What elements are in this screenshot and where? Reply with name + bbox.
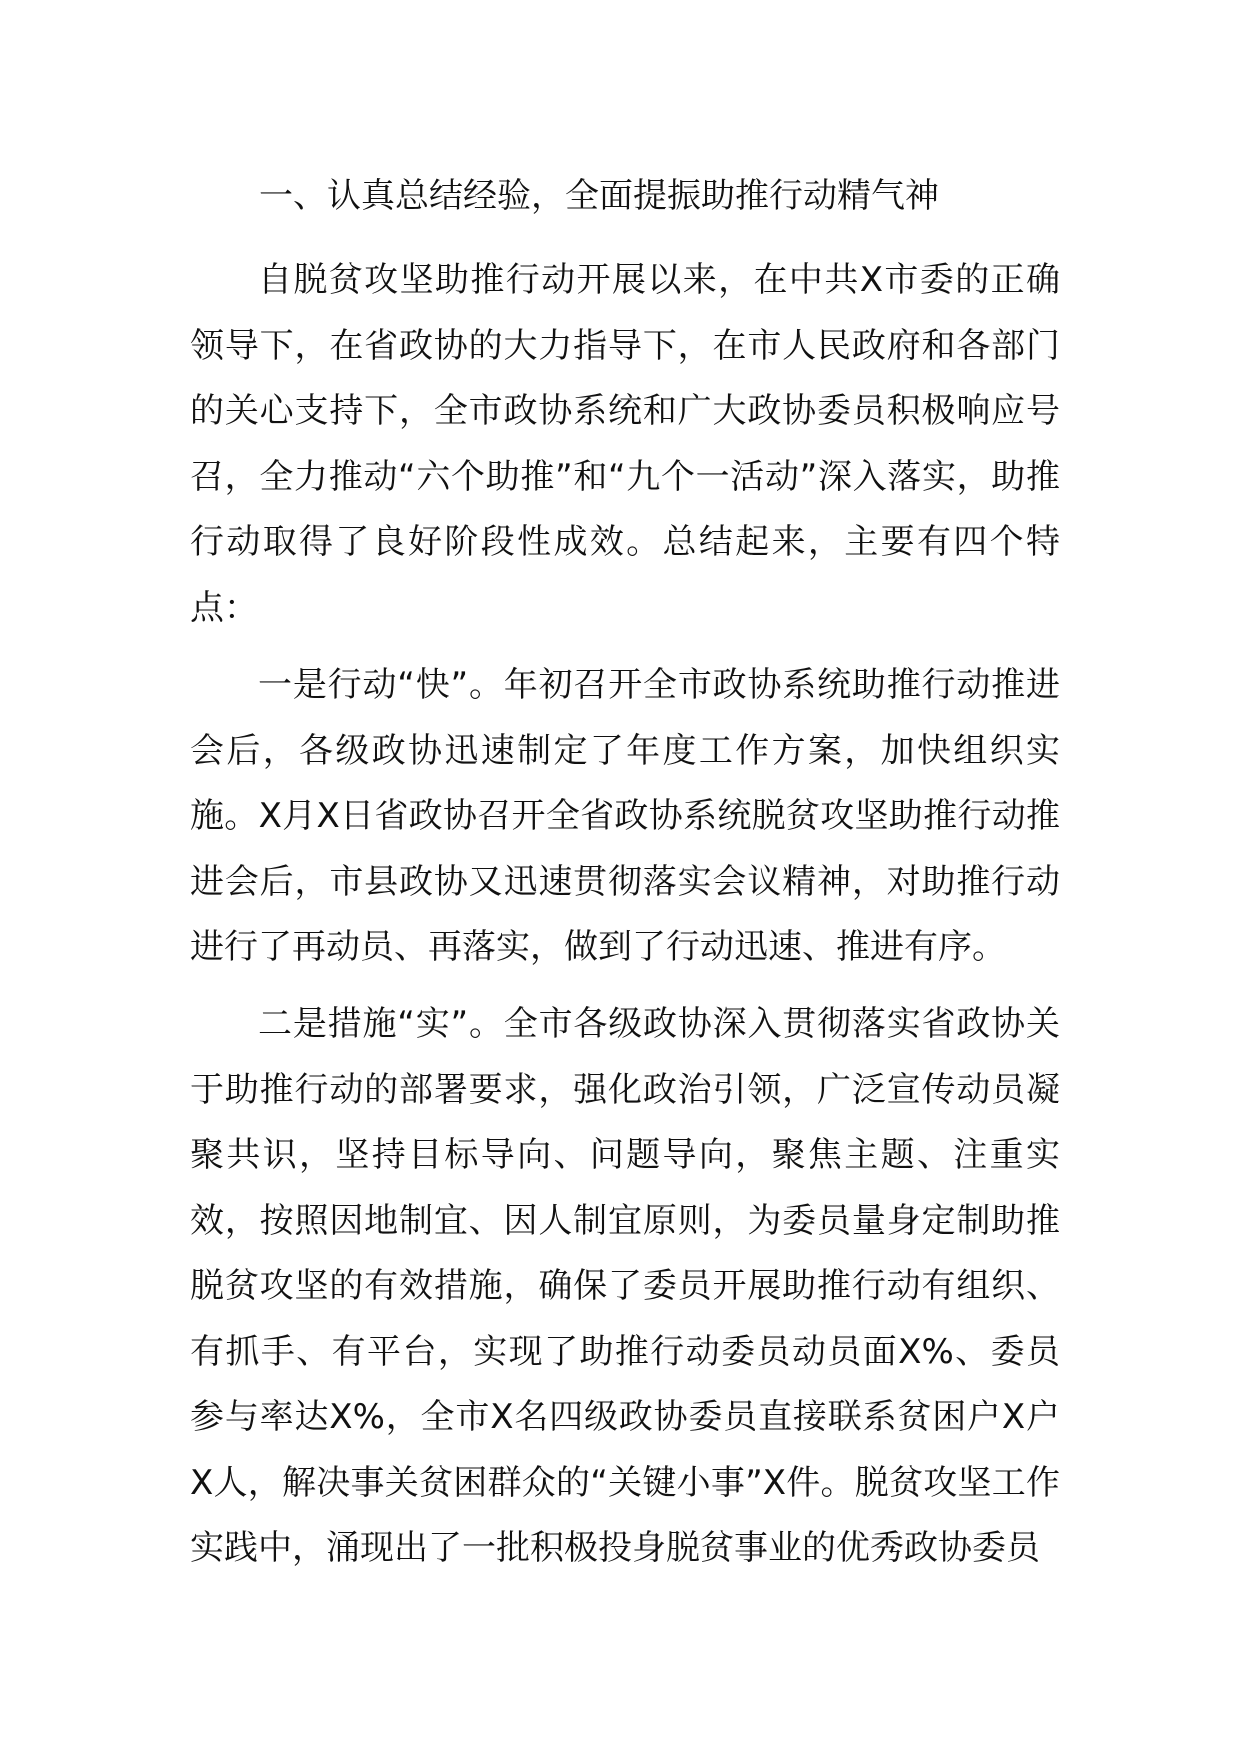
paragraph-intro: 自脱贫攻坚助推行动开展以来，在中共X市委的正确领导下，在省政协的大力指导下，在市人民政府和各部门的关心支持下，全市政协系统和广大政协委员积极响应号召，全力推动“六个助推”和“九个一活动”深入落实，助推行动取得了良好阶段性成效。总结起来，主要有四个特点：	[190, 260, 1060, 628]
section-heading: 一、认真总结经验，全面提振助推行动精气神	[259, 176, 939, 216]
paragraph-point-one: 一是行动“快”。年初召开全市政协系统助推行动推进会后，各级政协迅速制定了年度工作方案，加快组织实施。X月X日省政协召开全省政协系统脱贫攻坚助推行动推进会后，市县政协又迅速贯彻落实会议精神，对助推行动进行了再动员、再落实，做到了行动迅速、推进有序。	[190, 665, 1060, 967]
paragraph-point-two: 二是措施“实”。全市各级政协深入贯彻落实省政协关于助推行动的部署要求，强化政治引领，广泛宣传动员凝聚共识，坚持目标导向、问题导向，聚焦主题、注重实效，按照因地制宜、因人制宜原则，为委员量身定制助推脱贫攻坚的有效措施，确保了委员开展助推行动有组织、有抓手、有平台，实现了助推行动委员动员面X%、委员参与率达X%，全市X名四级政协委员直接联系贫困户X户X人，解决事关贫困群众的“关键小事”X件。脱贫攻坚工作实践中，涌现出了一批积极投身脱贫事业的优秀政协委员	[190, 1004, 1060, 1568]
